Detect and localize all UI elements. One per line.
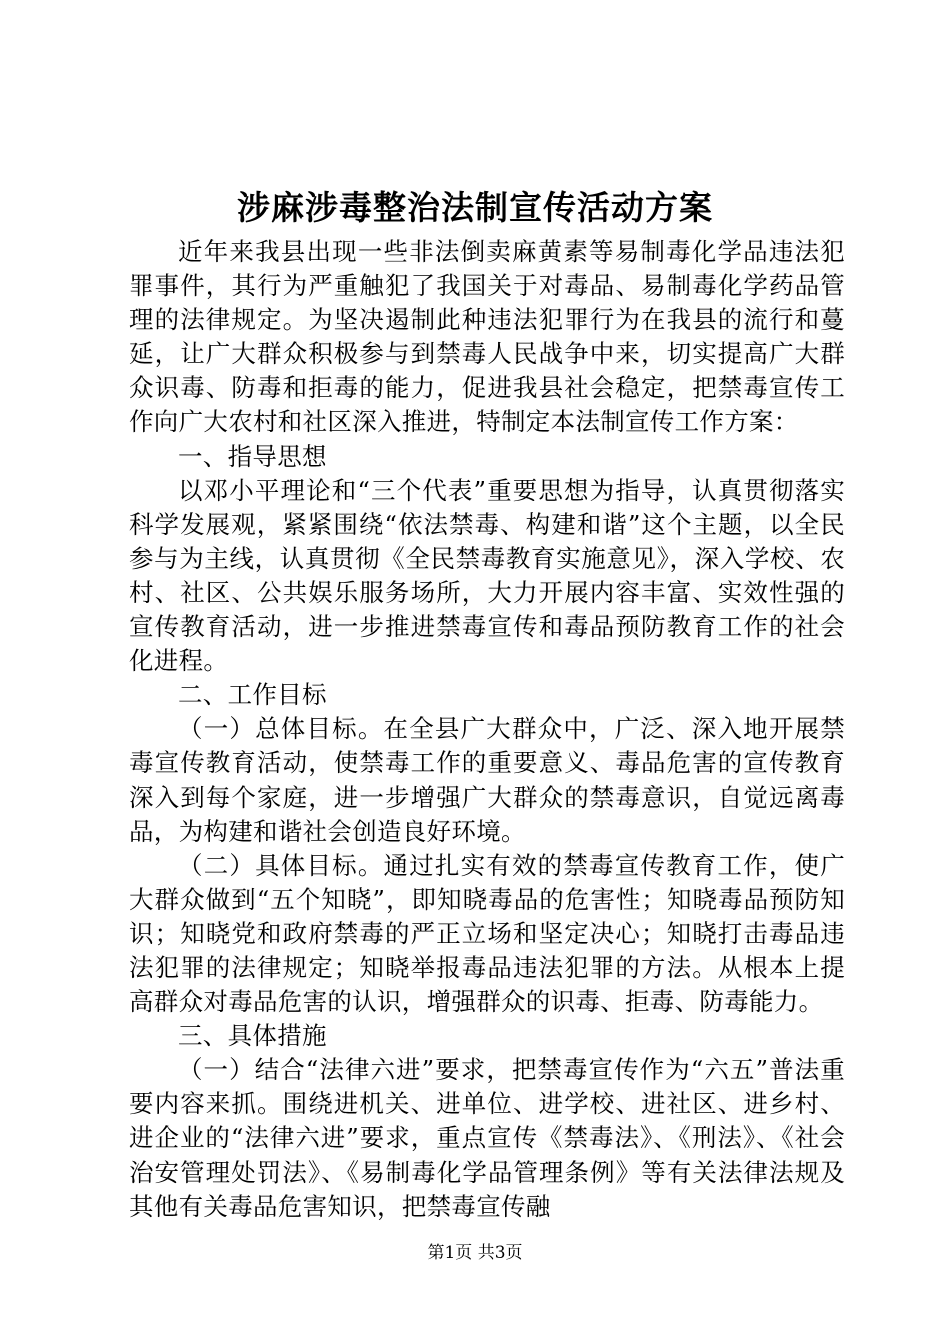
page-footer — [0, 1241, 950, 1265]
section-heading-work-goals: 二、工作目标 — [178, 680, 327, 710]
page-title: 涉麻涉毒整治法制宣传活动方案 — [237, 188, 713, 227]
measure-one-paragraph: （一）结合“法律六进”要求，把禁毒宣传作为“六五”普法重要内容来抓。围绕进机关、进单位、进学校、进社区、进乡村、进企业的“法律六进”要求，重点宣传《禁毒法》、《刑法》、《社会治安管理处罚法》、《易制毒化学品管理条例》等有关法律法规及其他有关毒品危害知识，把禁毒宣传融 — [129, 1055, 845, 1221]
guiding-ideology-paragraph: 以邓小平理论和“三个代表”重要思想为指导，认真贯彻落实科学发展观，紧紧围绕“依法禁毒、构建和谐”这个主题，以全民参与为主线，认真贯彻《全民禁毒教育实施意见》，深入学校、农村、社区、公共娱乐服务场所，大力开展内容丰富、实效性强的宣传教育活动，进一步推进禁毒宣传和毒品预防教育工作的社会化进程。 — [129, 475, 845, 676]
page-total: 共3页 — [477, 1243, 523, 1263]
intro-paragraph: 近年来我县出现一些非法倒卖麻黄素等易制毒化学品违法犯罪事件，其行为严重触犯了我国关于对毒品、易制毒化学药品管理的法律规定。为坚决遏制此种违法犯罪行为在我县的流行和蔓延，让广大群众积极参与到禁毒人民战争中来，切实提高广大群众识毒、防毒和拒毒的能力，促进我县社会稳定，把禁毒宣传工作向广大农村和社区深入推进，特制定本法制宣传工作方案： — [129, 237, 845, 437]
section-heading-measures: 三、具体措施 — [178, 1021, 327, 1051]
section-heading-guiding-ideology: 一、指导思想 — [178, 441, 327, 471]
page-number: 第1页 — [427, 1243, 473, 1263]
overall-goal-paragraph: （一）总体目标。在全县广大群众中，广泛、深入地开展禁毒宣传教育活动，使禁毒工作的重要意义、毒品危害的宣传教育深入到每个家庭，进一步增强广大群众的禁毒意识，自觉远离毒品，为构建和谐社会创造良好环境。 — [129, 714, 845, 846]
document-body — [129, 235, 845, 1224]
specific-goal-paragraph: （二）具体目标。通过扎实有效的禁毒宣传教育工作，使广大群众做到“五个知晓”，即知晓毒品的危害性；知晓毒品预防知识；知晓党和政府禁毒的严正立场和坚定决心；知晓打击毒品违法犯罪的法律规定；知晓举报毒品违法犯罪的方法。从根本上提高群众对毒品危害的认识，增强群众的识毒、拒毒、防毒能力。 — [129, 850, 845, 1017]
